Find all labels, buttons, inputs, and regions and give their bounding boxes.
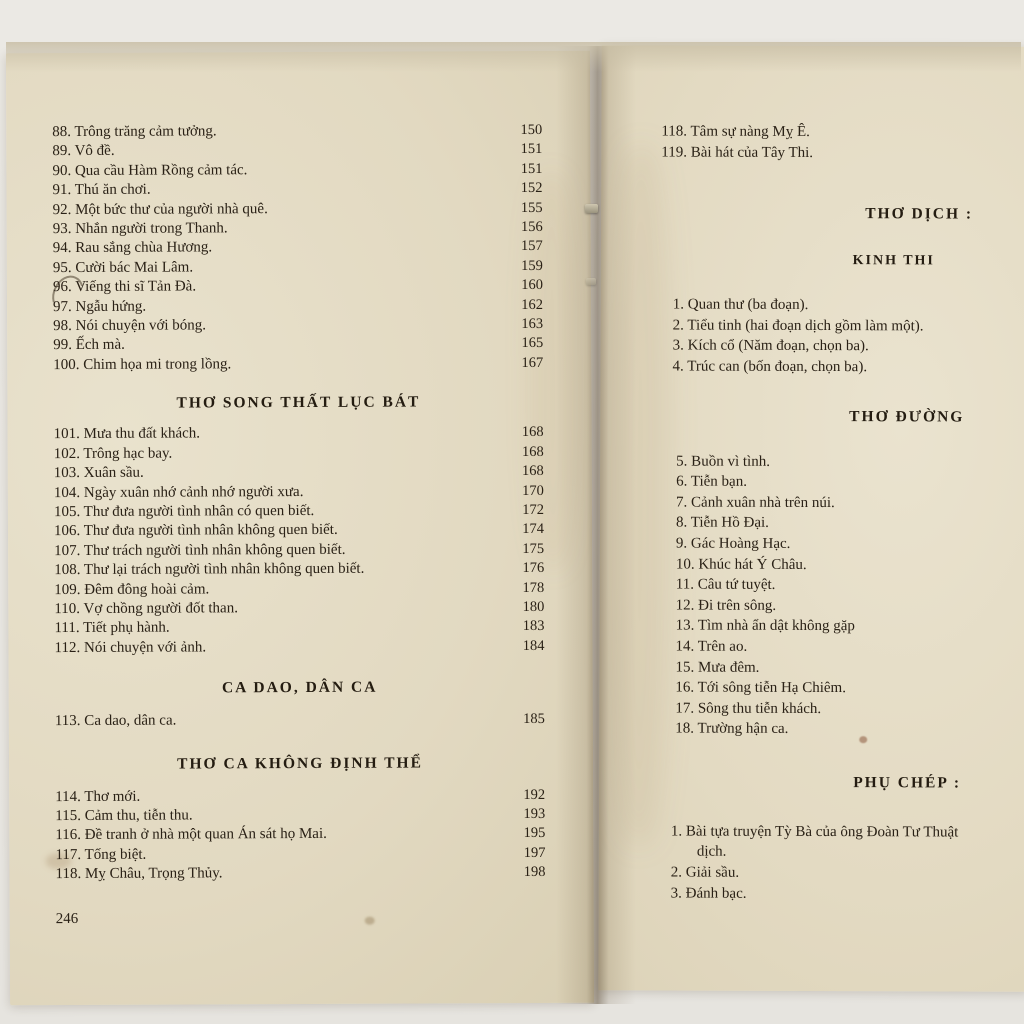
right-page xyxy=(598,45,1024,991)
toc-entry[interactable]: 18. Trường hận ca. xyxy=(675,720,789,738)
toc-entry[interactable]: 91. Thú ăn chơi. 152 xyxy=(52,180,543,199)
toc-entry[interactable]: 11. Câu tứ tuyệt. xyxy=(675,576,776,593)
toc-entry[interactable]: 16. Tới sông tiễn Hạ Chiêm. xyxy=(675,679,847,697)
page-number: 162 xyxy=(521,296,544,313)
toc-entry[interactable]: 4. Trúc can (bốn đoạn, chọn ba). xyxy=(672,358,868,376)
toc-entry[interactable]: 118. Tâm sự nàng Mỵ Ê. xyxy=(661,123,810,140)
toc-list-khong-dinh-the xyxy=(55,785,545,884)
toc-entry[interactable]: 114. Thơ mới. 192 xyxy=(55,786,546,805)
toc-entry[interactable]: 107. Thư trách người tình nhân không quen biết. 175 xyxy=(54,540,545,559)
page-number: 176 xyxy=(522,560,545,577)
page-number: 151 xyxy=(520,141,543,158)
toc-entry[interactable]: 112. Nói chuyện với ảnh. 184 xyxy=(54,637,545,656)
toc-entry[interactable]: 7. Cảnh xuân nhà trên núi. xyxy=(676,494,835,511)
toc-entry[interactable]: 5. Buồn vì tình. xyxy=(676,453,770,470)
toc-entry[interactable]: 88. Trông trăng cảm tưởng. 150 xyxy=(52,121,543,141)
page-number: 193 xyxy=(523,805,546,822)
page-number: 174 xyxy=(522,521,545,538)
section-heading-tho-dich: THƠ DỊCH : xyxy=(865,205,974,223)
toc-entry[interactable]: 95. Cười bác Mai Lâm. 159 xyxy=(52,257,543,276)
right-page-content xyxy=(659,121,992,904)
toc-entry[interactable]: 1. Bài tựa truyện Tỳ Bà của ông Đoàn Tư Thuật dịch. xyxy=(670,823,959,861)
page-number: 151 xyxy=(520,160,543,177)
toc-entry[interactable]: 104. Ngày xuân nhớ cảnh nhớ người xưa. 170 xyxy=(53,482,544,501)
page-number: 170 xyxy=(522,482,544,499)
page-number: 160 xyxy=(521,277,543,294)
page-number: 178 xyxy=(522,579,545,596)
left-page-content xyxy=(52,121,546,928)
staple xyxy=(585,204,598,213)
toc-entry[interactable]: 8. Tiễn Hồ Đại. xyxy=(675,514,769,532)
left-page xyxy=(6,51,594,1006)
section-heading-tho-ca-khong-dinh-the: THƠ CA KHÔNG ĐỊNH THỂ xyxy=(177,754,423,773)
section-heading-tho-duong: THƠ ĐƯỜNG xyxy=(849,407,965,426)
toc-list-phu-chep xyxy=(659,821,989,905)
page-number: 197 xyxy=(523,844,546,861)
toc-entry[interactable]: 17. Sông thu tiễn khách. xyxy=(675,700,822,717)
page-number: 168 xyxy=(521,443,544,460)
page-number: 175 xyxy=(522,540,545,557)
page-number: 152 xyxy=(520,180,543,197)
page-number: 172 xyxy=(522,501,544,518)
toc-entry[interactable]: 108. Thư lại trách người tình nhân không quen biết. 176 xyxy=(54,560,545,579)
toc-entry[interactable]: 90. Qua cầu Hàm Rồng cảm tác. 151 xyxy=(52,160,543,179)
toc-entry[interactable]: 3. Đánh bạc. xyxy=(670,885,747,902)
subsection-heading-kinh-thi: KINH THI xyxy=(852,253,935,269)
staple xyxy=(586,278,596,285)
toc-entry[interactable]: 13. Tìm nhà ẩn dật không gặp xyxy=(675,617,855,635)
toc-list-continued-right xyxy=(661,121,991,163)
toc-entry[interactable]: 116. Đề tranh ở nhà một quan Án sát họ Mai. 195 xyxy=(55,825,546,844)
toc-list-ca-dao xyxy=(55,710,545,732)
toc-entry[interactable]: 6. Tiễn bạn. xyxy=(676,473,748,490)
page-number: 159 xyxy=(521,257,543,274)
page-number: 155 xyxy=(520,199,543,216)
toc-entry[interactable]: 1. Quan thư (ba đoạn). xyxy=(672,296,809,314)
toc-entry[interactable]: 113. Ca dao, dân ca. 185 xyxy=(54,711,545,730)
page-number: 198 xyxy=(523,864,546,881)
toc-entry[interactable]: 98. Nói chuyện với bóng. 163 xyxy=(53,315,544,335)
page-number: 157 xyxy=(520,238,543,255)
toc-entry[interactable]: 119. Bài hát của Tây Thi. xyxy=(661,144,814,161)
toc-entry[interactable]: 115. Cảm thu, tiễn thu. 193 xyxy=(55,805,546,825)
toc-entry[interactable]: 96. Viếng thi sĩ Tản Đà. 160 xyxy=(52,277,543,296)
toc-entry[interactable]: 3. Kích cổ (Năm đoạn, chọn ba). xyxy=(672,337,869,355)
toc-entry[interactable]: 2. Giải sầu. xyxy=(670,864,740,881)
toc-entry[interactable]: 118. Mỵ Châu, Trọng Thủy. 198 xyxy=(55,864,546,883)
toc-entry[interactable]: 94. Rau sắng chùa Hương. 157 xyxy=(52,238,543,257)
toc-entry[interactable]: 106. Thư đưa người tình nhân không quen biết. 174 xyxy=(53,521,545,540)
page-number: 168 xyxy=(521,463,544,480)
toc-list-continued xyxy=(52,121,543,375)
toc-entry[interactable]: 12. Đi trên sông. xyxy=(675,597,777,614)
toc-entry[interactable]: 10. Khúc hát Ý Châu. xyxy=(675,556,807,573)
page-number: 195 xyxy=(523,825,546,842)
page-number: 167 xyxy=(521,354,544,371)
toc-entry[interactable]: 9. Gác Hoàng Hạc. xyxy=(675,535,791,552)
toc-entry[interactable]: 111. Tiết phụ hành. 183 xyxy=(54,618,545,637)
section-heading-phu-chep: PHỤ CHÉP : xyxy=(853,774,962,792)
toc-entry[interactable]: 99. Ếch mà. 165 xyxy=(53,335,544,354)
page-number: 184 xyxy=(522,637,545,654)
toc-entry[interactable]: 89. Vô đề. 151 xyxy=(52,141,543,160)
toc-entry[interactable]: 101. Mưa thu đất khách. 168 xyxy=(53,424,544,443)
toc-list-tho-duong xyxy=(659,451,990,740)
page-number: 180 xyxy=(522,598,545,615)
page-number: 165 xyxy=(521,335,544,352)
section-heading-ca-dao-dan-ca: CA DAO, DÂN CA xyxy=(221,678,378,697)
toc-entry[interactable]: 92. Một bức thư của người nhà quê. 155 xyxy=(52,199,543,218)
toc-entry[interactable]: 100. Chim họa mi trong lồng. 167 xyxy=(53,354,544,373)
toc-entry[interactable]: 14. Trên ao. xyxy=(675,638,748,655)
toc-entry[interactable]: 109. Đêm đông hoài cảm. 178 xyxy=(54,579,545,598)
toc-entry[interactable]: 2. Tiểu tinh (hai đoạn dịch gồm làm một). xyxy=(672,317,924,335)
page-number: 150 xyxy=(520,121,543,139)
toc-entry[interactable]: 103. Xuân sầu. 168 xyxy=(53,463,544,482)
toc-entry[interactable]: 105. Thư đưa người tình nhân có quen biết. 172 xyxy=(53,501,544,520)
page-number: 185 xyxy=(523,711,545,728)
toc-entry[interactable]: 15. Mưa đêm. xyxy=(675,659,760,676)
toc-list-kinh-thi xyxy=(660,295,990,379)
page-number: 168 xyxy=(521,424,544,441)
page-number: 163 xyxy=(521,315,544,333)
section-heading-song-that-luc-bat: THƠ SONG THẤT LỤC BÁT xyxy=(176,393,421,412)
toc-entry[interactable]: 117. Tống biệt. 197 xyxy=(55,844,546,863)
page-number: 156 xyxy=(520,218,543,236)
toc-entry[interactable]: 97. Ngẫu hứng. 162 xyxy=(52,296,544,315)
toc-list-song-that-luc-bat xyxy=(54,423,545,658)
page-number: 192 xyxy=(523,786,546,803)
page-number: 183 xyxy=(522,618,545,635)
toc-entry[interactable]: 93. Nhắn người trong Thanh. 156 xyxy=(52,218,543,238)
toc-entry[interactable]: 110. Vợ chồng người đốt than. 180 xyxy=(54,598,545,618)
toc-entry[interactable]: 102. Trông hạc bay. 168 xyxy=(53,443,544,462)
folio-number: 246 xyxy=(55,910,79,927)
